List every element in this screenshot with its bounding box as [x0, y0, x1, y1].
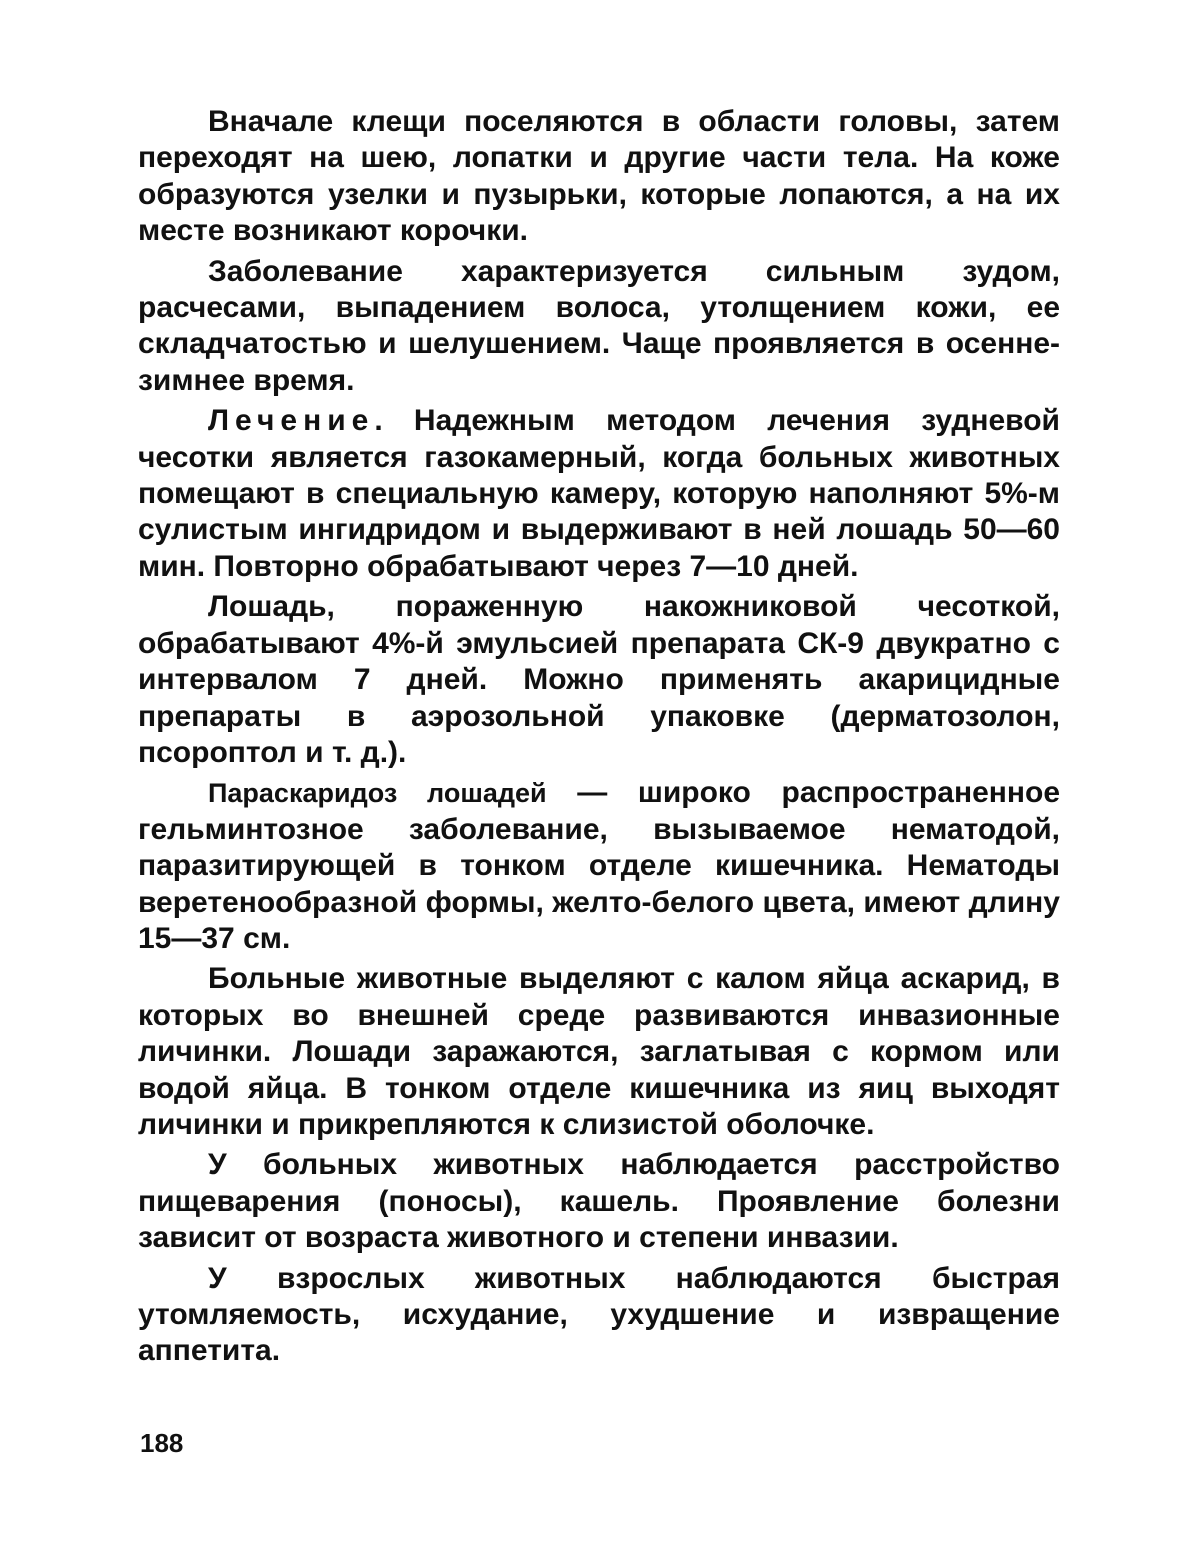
paragraph-3-text: . Надежным методом лечения зудневой чесотки является газокамерный, когда больных животных помещают в специальную камеру, которую наполняют 5%-м сулистым ингидридом и выдерживают в ней лошадь 50—60 мин. Повторно обрабатывают через 7—10 дней.: [138, 404, 1060, 583]
paragraph-4-text: Лошадь, пораженную накожниковой чесоткой, обрабатывают 4%-й эмульсией препарата СК-9 двукратно с интервалом 7 дней. Можно применять акарицидные препараты в аэрозольной упаковке (дерматозолон, псороптол и т. д.).: [138, 590, 1060, 769]
page-body: [138, 104, 1060, 1374]
paragraph-6: [138, 961, 1060, 1143]
disease-term: Параскаридоз лошадей: [208, 778, 547, 809]
paragraph-6-text: Больные животные выделяют с калом яйца аскарид, в которых во внешней среде развиваются инвазионные личинки. Лошади заражаются, заглатывая с кормом или водой яйца. В тонком отделе кишечника из яиц выходят личинки и прикрепляются к слизистой оболочке.: [138, 962, 1060, 1141]
paragraph-2-text: Заболевание характеризуется сильным зудом, расчесами, выпадением волоса, утолщением кожи, ее складчатостью и шелушением. Чаще проявляется в осенне-зимнее время.: [138, 254, 1060, 397]
paragraph-5-text: — широко распространенное гельминтозное заболевание, вызываемое нематодой, паразитирующей в тонком отделе кишечника. Нематоды веретенообразной формы, желто-белого цвета, имеют длину 15—37 см.: [138, 776, 1060, 955]
paragraph-4: [138, 589, 1060, 771]
paragraph-8: [138, 1261, 1060, 1370]
paragraph-1: [138, 104, 1060, 250]
page-number: 188: [140, 1428, 184, 1458]
paragraph-8-text: У взрослых животных наблюдаются быстрая утомляемость, исхудание, ухудшение и извращение аппетита.: [138, 1261, 1060, 1368]
treatment-heading: Лечение: [208, 404, 375, 438]
paragraph-2: [138, 254, 1060, 400]
paragraph-7: [138, 1147, 1060, 1256]
paragraph-1-text: Вначале клещи поселяются в области головы, затем переходят на шею, лопатки и другие части тела. На коже образуются узелки и пузырьки, которые лопаются, а на их месте возникают корочки.: [138, 105, 1060, 248]
paragraph-3: [138, 403, 1060, 585]
paragraph-7-text: У больных животных наблюдается расстройство пищеварения (поносы), кашель. Проявление болезни зависит от возраста животного и степени инвазии.: [138, 1148, 1060, 1255]
paragraph-5: [138, 775, 1060, 957]
